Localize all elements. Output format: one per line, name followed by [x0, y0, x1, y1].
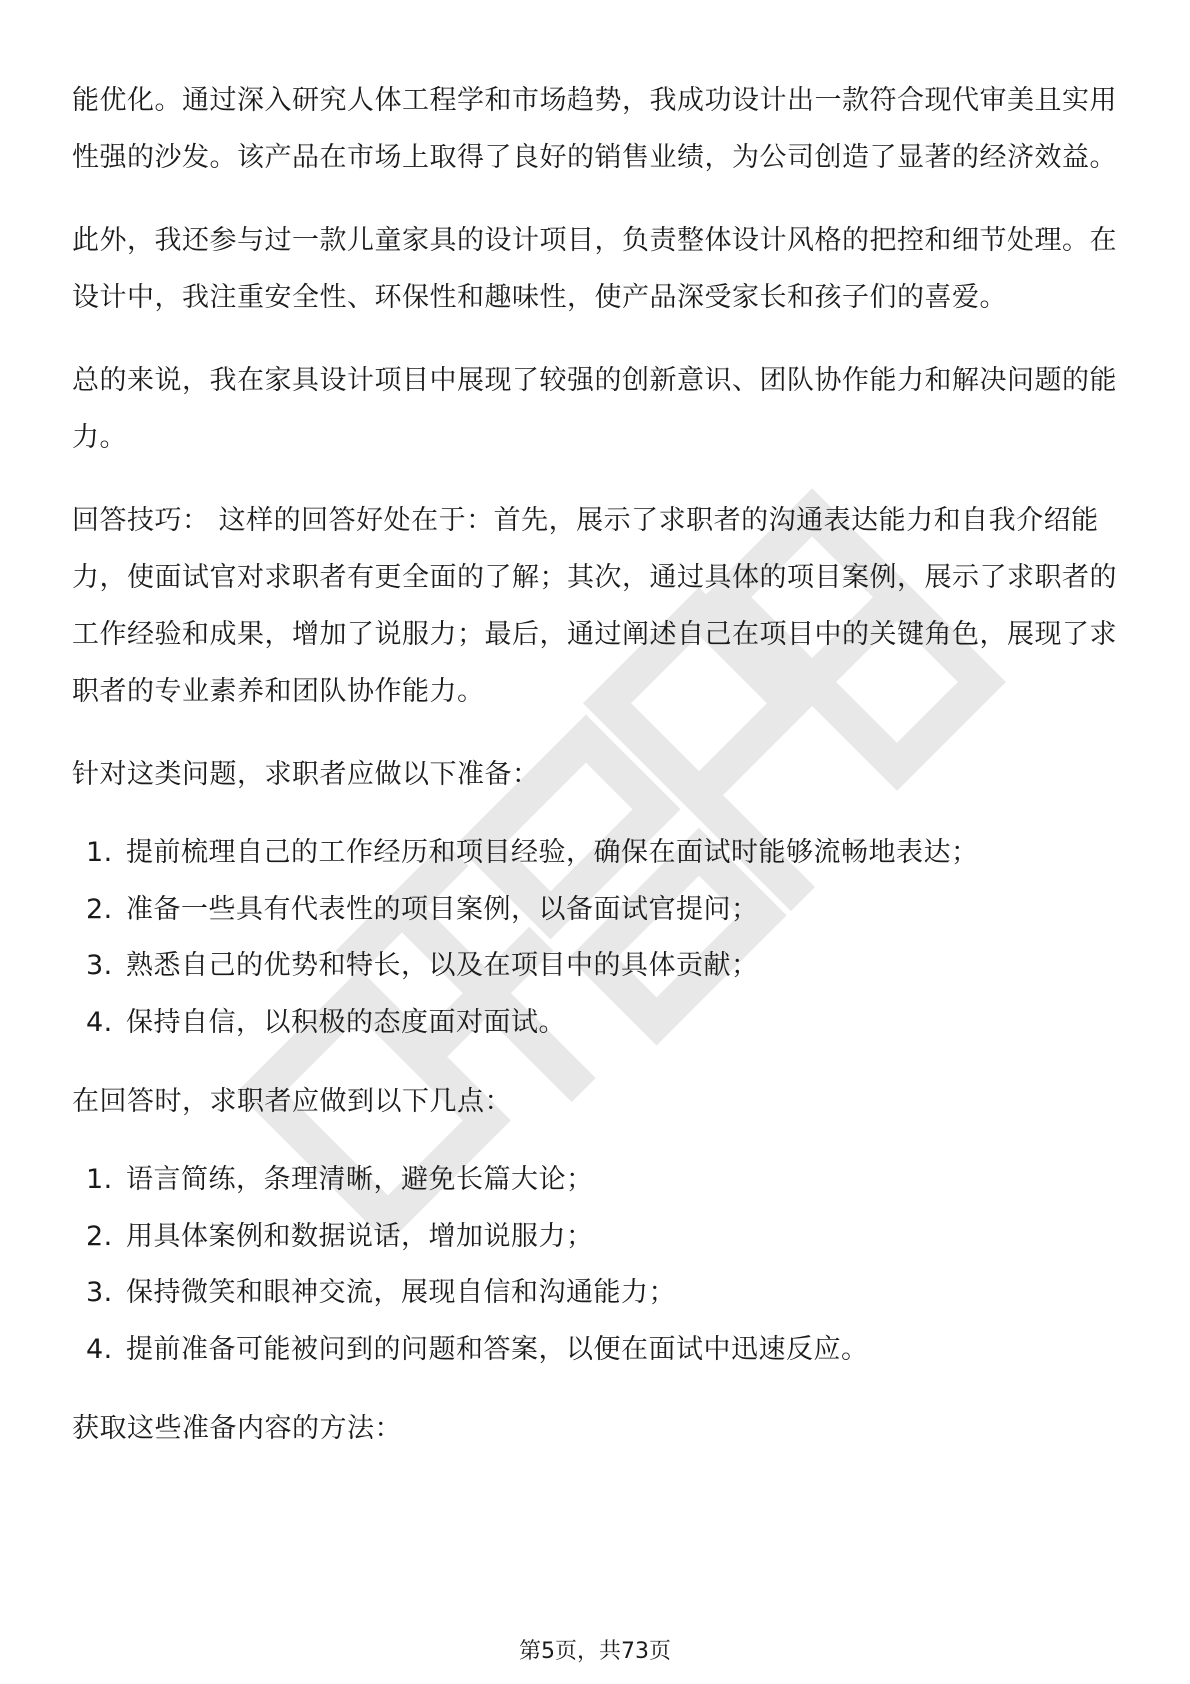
- paragraph-summary: 总的来说，我在家具设计项目中展现了较强的创新意识、团队协作能力和解决问题的能力。: [72, 365, 1117, 453]
- paragraph-answer-intro: 在回答时，求职者应做到以下几点：: [72, 1086, 512, 1117]
- list-number: 4.: [86, 1006, 113, 1038]
- paragraph-prepare-intro: 针对这类问题，求职者应做以下准备：: [72, 759, 540, 790]
- list-number: 3.: [86, 1277, 113, 1308]
- document-body: [72, 72, 1122, 1479]
- list-item-text: 保持微笑和眼神交流，展现自信和沟通能力；: [126, 1277, 676, 1308]
- list-item-text: 用具体案例和数据说话，增加说服力；: [126, 1220, 594, 1252]
- paragraph-children-furniture: 此外，我还参与过一款儿童家具的设计项目，负责整体设计风格的把控和细节处理。在设计中，我注重安全性、环保性和趣味性，使产品深受家长和孩子们的喜爱。: [72, 225, 1117, 313]
- list-item: [72, 938, 1122, 995]
- list-item-text: 准备一些具有代表性的项目案例，以备面试官提问；: [126, 893, 759, 925]
- list-item-text: 语言简练，条理清晰，避免长篇大论；: [126, 1164, 594, 1195]
- list-item-text: 提前准备可能被问到的问题和答案，以便在面试中迅速反应。: [126, 1333, 869, 1365]
- list-item: [72, 1322, 1122, 1379]
- list-number: 1.: [86, 837, 113, 868]
- paragraph-methods-intro: 获取这些准备内容的方法：: [72, 1413, 402, 1444]
- page-number: 第5页，共73页: [519, 1639, 671, 1664]
- list-item: [72, 1209, 1122, 1266]
- list-number: 4.: [86, 1333, 113, 1365]
- list-item: [72, 825, 1122, 882]
- list-number: 1.: [86, 1164, 113, 1195]
- list-number: 3.: [86, 950, 113, 981]
- paragraph-sofa-design: 能优化。通过深入研究人体工程学和市场趋势，我成功设计出一款符合现代审美且实用性强的沙发。该产品在市场上取得了良好的销售业绩，为公司创造了显著的经济效益。: [72, 85, 1117, 173]
- list-item: [72, 995, 1122, 1052]
- answer-list: [72, 1152, 1122, 1378]
- paragraph-answer-tips: 回答技巧： 这样的回答好处在于：首先，展示了求职者的沟通表达能力和自我介绍能力，使面试官对求职者有更全面的了解；其次，通过具体的项目案例，展示了求职者的工作经验和成果，增加了说服力；最后，通过阐述自己在项目中的关键角色，展现了求职者的专业素养和团队协作能力。: [72, 505, 1117, 707]
- list-number: 2.: [86, 1220, 113, 1252]
- list-item-text: 提前梳理自己的工作经历和项目经验，确保在面试时能够流畅地表达；: [126, 837, 979, 868]
- list-number: 2.: [86, 893, 113, 925]
- list-item-text: 熟悉自己的优势和特长，以及在项目中的具体贡献；: [126, 950, 759, 981]
- prepare-list: [72, 825, 1122, 1051]
- list-item: [72, 1265, 1122, 1322]
- list-item: [72, 1152, 1122, 1209]
- list-item: [72, 882, 1122, 939]
- list-item-text: 保持自信，以积极的态度面对面试。: [126, 1006, 566, 1038]
